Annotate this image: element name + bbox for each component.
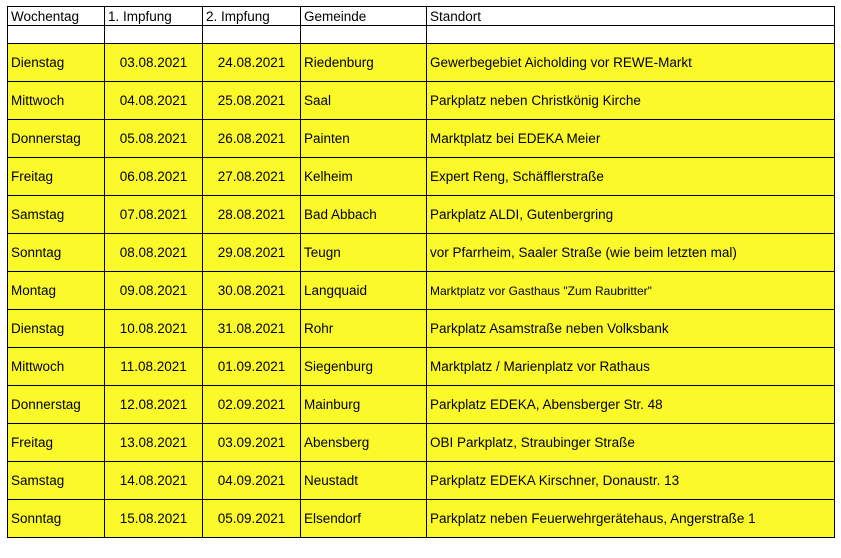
cell-day: Dienstag xyxy=(8,44,105,82)
header-first-dose: 1. Impfung xyxy=(105,7,203,26)
cell-first-dose: 12.08.2021 xyxy=(105,386,203,424)
cell-second-dose: 30.08.2021 xyxy=(203,272,301,310)
cell-second-dose: 25.08.2021 xyxy=(203,82,301,120)
cell-day: Donnerstag xyxy=(8,120,105,158)
header-row xyxy=(8,7,835,26)
header-wochentag: Wochentag xyxy=(8,7,105,26)
cell-town: Neustadt xyxy=(301,462,427,500)
table-row xyxy=(8,462,835,500)
cell-first-dose: 15.08.2021 xyxy=(105,500,203,538)
cell-town: Rohr xyxy=(301,310,427,348)
cell-location: Marktplatz vor Gasthaus "Zum Raubritter" xyxy=(427,272,835,310)
cell-town: Langquaid xyxy=(301,272,427,310)
cell-day: Samstag xyxy=(8,196,105,234)
cell-location: Marktplatz bei EDEKA Meier xyxy=(427,120,835,158)
blank-cell xyxy=(301,26,427,44)
cell-second-dose: 27.08.2021 xyxy=(203,158,301,196)
cell-second-dose: 28.08.2021 xyxy=(203,196,301,234)
header-second-dose: 2. Impfung xyxy=(203,7,301,26)
table-row xyxy=(8,424,835,462)
cell-first-dose: 05.08.2021 xyxy=(105,120,203,158)
header-gemeinde: Gemeinde xyxy=(301,7,427,26)
cell-location: Parkplatz EDEKA Kirschner, Donaustr. 13 xyxy=(427,462,835,500)
table-row xyxy=(8,500,835,538)
cell-first-dose: 07.08.2021 xyxy=(105,196,203,234)
table-row xyxy=(8,82,835,120)
cell-location: OBI Parkplatz, Straubinger Straße xyxy=(427,424,835,462)
cell-first-dose: 08.08.2021 xyxy=(105,234,203,272)
cell-town: Teugn xyxy=(301,234,427,272)
cell-town: Riedenburg xyxy=(301,44,427,82)
cell-second-dose: 03.09.2021 xyxy=(203,424,301,462)
cell-town: Bad Abbach xyxy=(301,196,427,234)
cell-location: Marktplatz / Marienplatz vor Rathaus xyxy=(427,348,835,386)
cell-second-dose: 24.08.2021 xyxy=(203,44,301,82)
table-row xyxy=(8,158,835,196)
table-row xyxy=(8,234,835,272)
cell-location: Parkplatz Asamstraße neben Volksbank xyxy=(427,310,835,348)
cell-location: Parkplatz EDEKA, Abensberger Str. 48 xyxy=(427,386,835,424)
cell-day: Donnerstag xyxy=(8,386,105,424)
table-row xyxy=(8,386,835,424)
cell-first-dose: 03.08.2021 xyxy=(105,44,203,82)
cell-town: Saal xyxy=(301,82,427,120)
cell-town: Siegenburg xyxy=(301,348,427,386)
table-row xyxy=(8,120,835,158)
cell-location: Gewerbegebiet Aicholding vor REWE-Markt xyxy=(427,44,835,82)
cell-town: Abensberg xyxy=(301,424,427,462)
table-row xyxy=(8,272,835,310)
cell-town: Painten xyxy=(301,120,427,158)
cell-day: Sonntag xyxy=(8,234,105,272)
cell-first-dose: 14.08.2021 xyxy=(105,462,203,500)
blank-cell xyxy=(105,26,203,44)
cell-second-dose: 05.09.2021 xyxy=(203,500,301,538)
table-row xyxy=(8,44,835,82)
table-row xyxy=(8,196,835,234)
cell-day: Freitag xyxy=(8,158,105,196)
cell-day: Mittwoch xyxy=(8,348,105,386)
vaccination-schedule-table xyxy=(7,6,835,538)
cell-day: Sonntag xyxy=(8,500,105,538)
cell-day: Montag xyxy=(8,272,105,310)
cell-first-dose: 10.08.2021 xyxy=(105,310,203,348)
cell-second-dose: 26.08.2021 xyxy=(203,120,301,158)
cell-location: Parkplatz ALDI, Gutenbergring xyxy=(427,196,835,234)
cell-location: Parkplatz neben Feuerwehrgerätehaus, Angerstraße 1 xyxy=(427,500,835,538)
blank-row xyxy=(8,26,835,44)
cell-location: Expert Reng, Schäfflerstraße xyxy=(427,158,835,196)
cell-second-dose: 04.09.2021 xyxy=(203,462,301,500)
table-row xyxy=(8,310,835,348)
cell-second-dose: 01.09.2021 xyxy=(203,348,301,386)
blank-cell xyxy=(8,26,105,44)
table-row xyxy=(8,348,835,386)
cell-town: Kelheim xyxy=(301,158,427,196)
blank-cell xyxy=(203,26,301,44)
cell-day: Freitag xyxy=(8,424,105,462)
cell-town: Mainburg xyxy=(301,386,427,424)
cell-first-dose: 09.08.2021 xyxy=(105,272,203,310)
cell-location: Parkplatz neben Christkönig Kirche xyxy=(427,82,835,120)
cell-day: Samstag xyxy=(8,462,105,500)
cell-first-dose: 04.08.2021 xyxy=(105,82,203,120)
cell-second-dose: 29.08.2021 xyxy=(203,234,301,272)
cell-day: Dienstag xyxy=(8,310,105,348)
cell-location: vor Pfarrheim, Saaler Straße (wie beim letzten mal) xyxy=(427,234,835,272)
cell-first-dose: 06.08.2021 xyxy=(105,158,203,196)
cell-town: Elsendorf xyxy=(301,500,427,538)
blank-cell xyxy=(427,26,835,44)
cell-second-dose: 02.09.2021 xyxy=(203,386,301,424)
cell-day: Mittwoch xyxy=(8,82,105,120)
header-standort: Standort xyxy=(427,7,835,26)
cell-first-dose: 13.08.2021 xyxy=(105,424,203,462)
cell-first-dose: 11.08.2021 xyxy=(105,348,203,386)
cell-second-dose: 31.08.2021 xyxy=(203,310,301,348)
